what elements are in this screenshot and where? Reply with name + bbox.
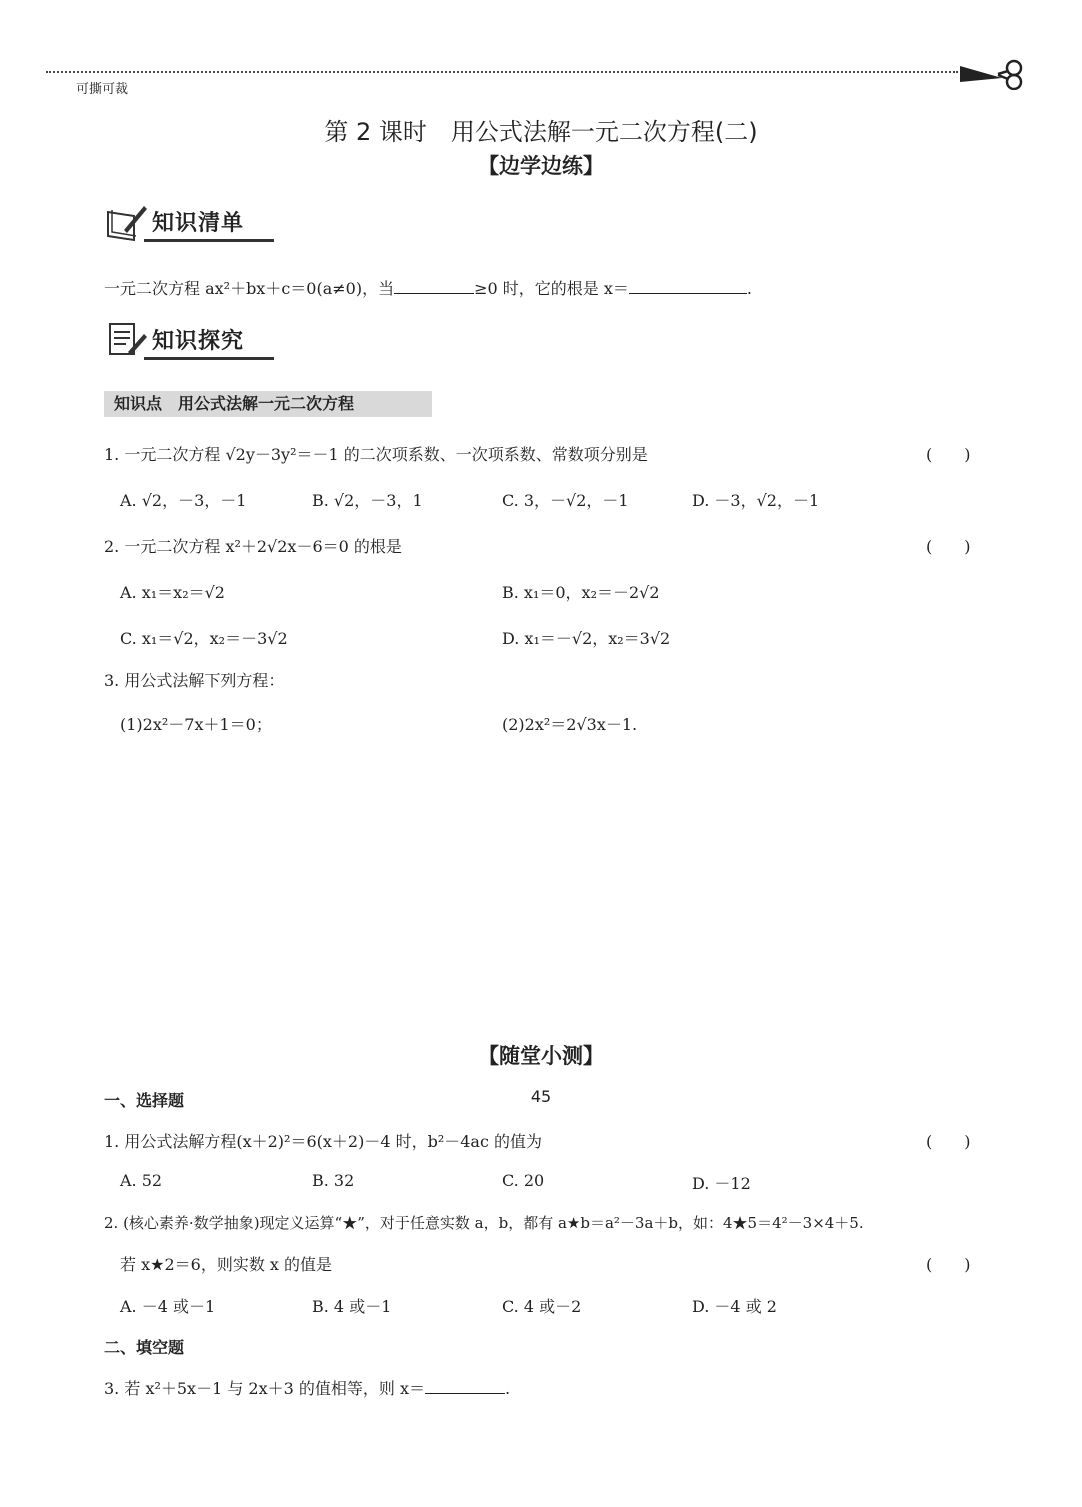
fill-blank-1[interactable]	[394, 277, 474, 294]
knowledge-list-text: 一元二次方程 ax²＋bx＋c＝0(a≠0)，当 ≥0 时，它的根是 x＝ .	[104, 279, 752, 298]
q1-option-a[interactable]: A. √2，－3，－1	[120, 491, 247, 510]
question-3: 3. 用公式法解下列方程：	[104, 671, 285, 690]
t2-option-c[interactable]: C. 4 或－2	[502, 1297, 582, 1316]
question-2: 2. 一元二次方程 x²＋2√2x－6＝0 的根是	[104, 537, 402, 556]
fill-blank-2[interactable]	[629, 277, 747, 294]
section-knowledge-list: 知识清单	[104, 200, 274, 244]
knowledge-point-bar: 知识点 用公式法解一元二次方程	[104, 391, 432, 417]
q1-option-b[interactable]: B. √2，－3，1	[312, 491, 423, 510]
notebook-icon	[106, 320, 148, 360]
q2-option-b[interactable]: B. x₁＝0，x₂＝－2√2	[502, 583, 660, 602]
page-number: 45	[530, 1087, 552, 1106]
page-subtitle: 【边学边练】	[478, 154, 604, 178]
tear-label: 可撕可裁	[76, 82, 129, 97]
q2-option-d[interactable]: D. x₁＝－√2，x₂＝3√2	[502, 629, 671, 648]
answer-bracket[interactable]: ( )	[926, 1255, 971, 1274]
q1-option-d[interactable]: D. －3，√2，－1	[692, 491, 820, 510]
question-1: 1. 一元二次方程 √2y－3y²＝－1 的二次项系数、一次项系数、常数项分别是	[104, 445, 648, 464]
quiz-title: 【随堂小测】	[478, 1044, 604, 1068]
quiz-question-1: 1. 用公式法解方程(x＋2)²＝6(x＋2)－4 时，b²－4ac 的值为	[104, 1132, 543, 1151]
q1-option-c[interactable]: C. 3，－√2，－1	[502, 491, 629, 510]
answer-bracket[interactable]: ( )	[926, 537, 971, 556]
quiz-question-3: 3. 若 x²＋5x－1 与 2x＋3 的值相等，则 x＝ .	[104, 1379, 511, 1398]
fill-blank-3[interactable]	[425, 1377, 505, 1394]
t2-option-b[interactable]: B. 4 或－1	[312, 1297, 392, 1316]
q2-option-c[interactable]: C. x₁＝√2，x₂＝－3√2	[120, 629, 288, 648]
q2-option-a[interactable]: A. x₁＝x₂＝√2	[120, 583, 225, 602]
q3-part-2: (2)2x²＝2√3x－1.	[502, 715, 638, 734]
section-knowledge-explore: 知识探究	[104, 318, 274, 362]
t2-option-a[interactable]: A. －4 或－1	[120, 1297, 216, 1316]
answer-bracket[interactable]: ( )	[926, 1132, 971, 1151]
t1-option-a[interactable]: A. 52	[120, 1171, 163, 1190]
t1-option-b[interactable]: B. 32	[312, 1171, 355, 1190]
answer-bracket[interactable]: ( )	[926, 445, 971, 464]
q3-part-1: (1)2x²－7x＋1＝0；	[120, 715, 272, 734]
cut-line	[46, 71, 958, 73]
scissors-icon	[958, 58, 1028, 90]
quiz-question-2: 2. (核心素养·数学抽象)现定义运算“★”，对于任意实数 a，b，都有 a★b＝a²－3a＋b，如：4★5＝4²－3×4＋5.	[104, 1214, 864, 1232]
t2-option-d[interactable]: D. －4 或 2	[692, 1297, 777, 1316]
quiz-section-fill: 二、填空题	[104, 1338, 185, 1357]
t1-option-c[interactable]: C. 20	[502, 1171, 545, 1190]
page-title: 第 2 课时 用公式法解一元二次方程(二)	[324, 118, 758, 146]
pen-book-icon	[104, 202, 148, 242]
quiz-section-choice: 一、选择题	[104, 1091, 185, 1110]
t1-option-d[interactable]: D. －12	[692, 1174, 751, 1193]
quiz-question-2-line2: 若 x★2＝6，则实数 x 的值是	[120, 1255, 333, 1274]
